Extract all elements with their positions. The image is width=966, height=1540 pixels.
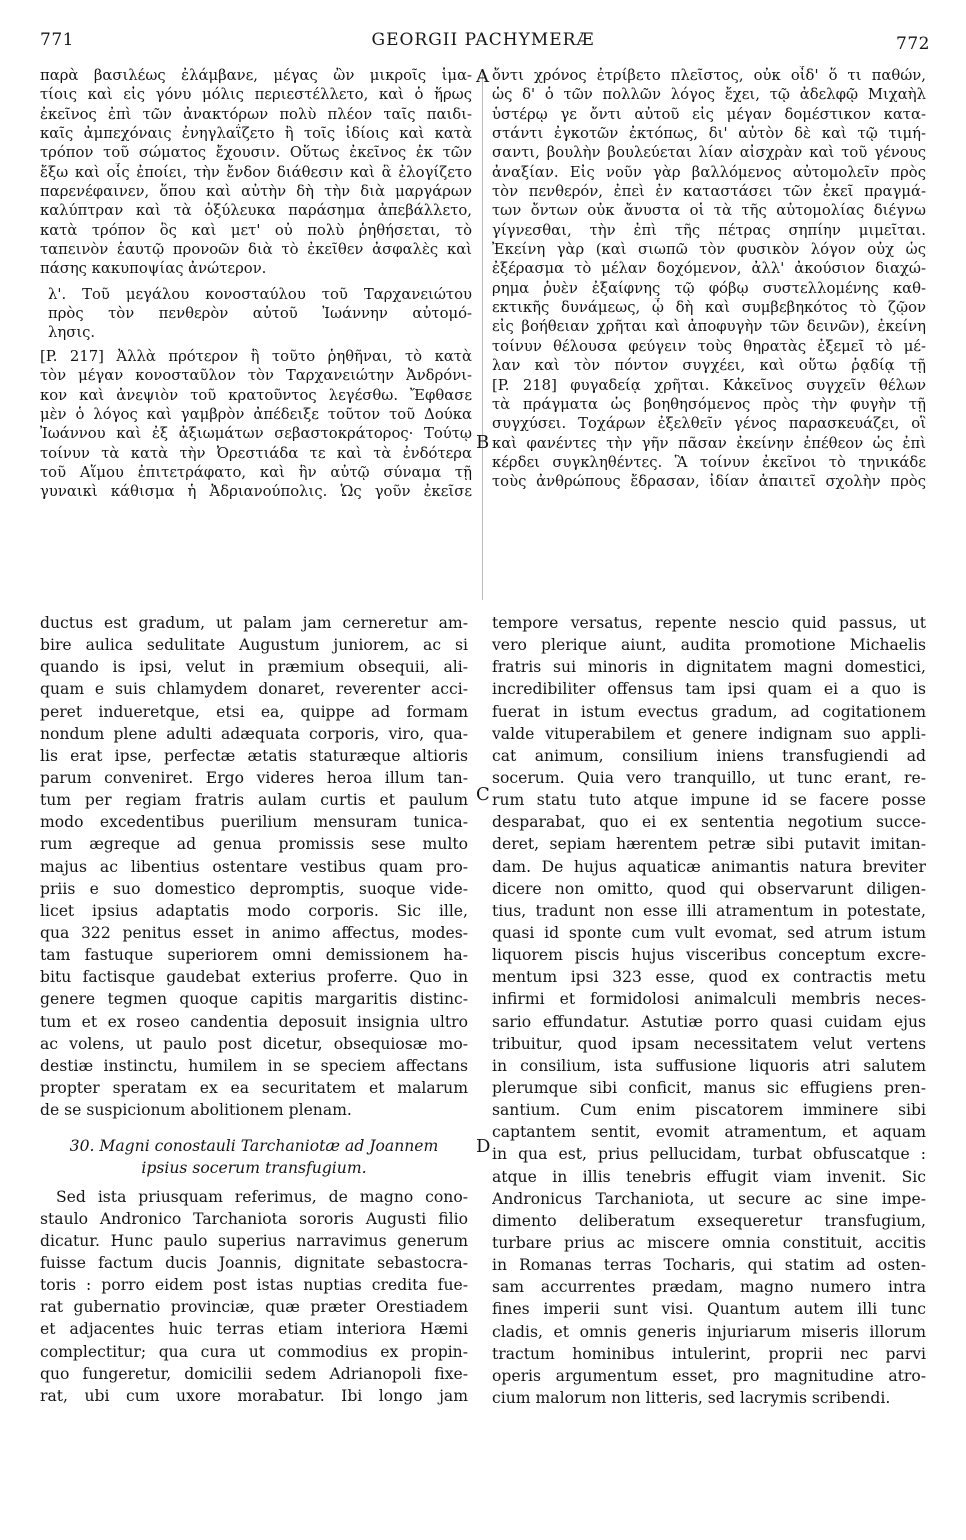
- margin-letter-b: B: [476, 432, 490, 453]
- latin-line: parum conveniret. Ergo videres heroa illum tan-: [40, 768, 468, 787]
- latin-line: deret, sepiam hærentem petræ sibi putavit imitan-: [492, 835, 926, 854]
- margin-letter-c: C: [476, 784, 490, 805]
- latin-heading-line: 30. Magni conostauli Tarchaniotæ ad Joannem: [69, 1137, 439, 1156]
- latin-line: fuisse factum ducis Joannis, dignitate sebastocra-: [40, 1253, 468, 1272]
- latin-line: rat gubernatio provinciæ, quæ præter Orestiadem: [40, 1298, 468, 1317]
- greek-line: ὄντι χρόνος ἐτρίβετο πλεῖστος, οὐκ οἶδ' ὅ τι παθών,: [492, 67, 926, 84]
- greek-line: καὶ φανέντες τὴν γῆν πᾶσαν ἐκείνην ἐπέθεον ὡς ἐπὶ: [492, 434, 926, 452]
- greek-line: [P. 218] φυγαδείᾳ χρῆται. Κἀκεῖνος συγχεῖν θέλων: [492, 376, 926, 394]
- greek-line: καῖς ἀμπεχόναις ἐνηγλαΐζετο ἢ τοῖς ἰδίοις καὶ κατὰ: [40, 125, 472, 143]
- margin-letter-a: A: [476, 66, 489, 87]
- greek-line: ταπεινὸν ἑαυτῷ προνοῶν διὰ τὸ ἐκεῖθεν ἀσφαλὲς καὶ: [40, 241, 472, 259]
- latin-line: in Romanas terras Tocharis, qui statim ad osten-: [492, 1256, 926, 1275]
- latin-line: priis e suo domestico depromptis, suoque vide-: [40, 879, 468, 898]
- latin-column-left: [40, 612, 468, 1407]
- latin-line: tius, tradunt non esse illi atramentum in potestate,: [492, 901, 926, 920]
- latin-line: bire aulica sedulitate Augustum juniorem, ac si: [40, 636, 468, 655]
- greek-line: πάσης κακυποψίας ἀνώτερον.: [40, 260, 267, 278]
- latin-line: infirmi et formidolosi animalculi membris neces-: [492, 990, 926, 1009]
- latin-line: fines imperii sunt visi. Quantum autem illi tunc: [492, 1300, 926, 1319]
- latin-line: rat, ubi cum uxore morabatur. Ibi longo jam: [40, 1386, 468, 1405]
- running-title: GEORGII PACHYMERÆ: [371, 30, 595, 50]
- greek-line: κέρδει συγκληθέντες. Ἃ τοίνυν ἐκεῖνοι τὸ τηνικάδε: [492, 453, 926, 471]
- latin-line: de se suspicionum abolitionem plenam.: [40, 1101, 352, 1120]
- greek-line: τὸν πενθερόν, ἐπεὶ ἐν καταστάσει τῶν ἐκεῖ πραγμά-: [492, 183, 926, 201]
- greek-line: ἀναξίαν. Εἰς νοῦν γὰρ βαλλόμενος αὐτομολεῖν πρὸς: [492, 163, 926, 181]
- latin-line: turbare prius ac miscere omnia constituit, accitis: [492, 1233, 926, 1252]
- latin-line: sam accurrentes prædam, magno numero intra: [492, 1278, 926, 1297]
- latin-line: captantem sentit, evomit atramentum, et aquam: [492, 1123, 926, 1142]
- latin-line: Andronicus Tarchaniota, ut secure ac sine impe-: [492, 1189, 926, 1208]
- latin-line: rum ægreque ad genua promissis sese multo: [40, 835, 468, 854]
- latin-line: tum per regiam fratris aulam curtis et paulum: [40, 791, 468, 810]
- latin-line: bitu factisque gaudebat exterius proferre. Quo in: [40, 968, 468, 987]
- greek-line: Ἰωάννου καὶ ἐξ ἀξιωμάτων σεβαστοκράτορος· Τούτῳ: [40, 425, 472, 443]
- greek-line: γίγνεσθαι, τὴν ἐπὶ τῆς πέτρας σηπίην μιμεῖται.: [492, 221, 926, 239]
- latin-line: operis argumentum esset, pro magnitudine atro-: [492, 1366, 926, 1385]
- latin-line: majus ac libentius ostentare vestibus quam pro-: [40, 857, 468, 876]
- latin-line: tractum hominibus intulerint, proprii nec parvi: [492, 1344, 926, 1363]
- latin-line: modo excedentibus puerilium mensuram tunica-: [40, 813, 468, 832]
- greek-line: ὡς δ' ὁ τῶν πολλῶν λόγος ἔχει, τῷ ἀδελφῷ Μιχαὴλ: [492, 86, 926, 104]
- latin-line: desparabat, quo ei ex sententia negotium succe-: [492, 813, 926, 832]
- latin-line: ac volens, ut paulo post dicetur, obsequiosæ mo-: [40, 1034, 468, 1053]
- greek-line: εἰς βοήθειαν χρῆται καὶ ἀποφυγὴν τῶν δεινῶν), ἐκείνη: [492, 318, 926, 336]
- greek-heading-line: λησις.: [48, 324, 96, 342]
- latin-line: fuerat in istum evectus gradum, ad cogitationem: [492, 702, 926, 721]
- latin-line: fratris sui minoris in dignitatem magni domestici,: [492, 658, 926, 677]
- latin-line: staulo Andronico Tarchaniota sororis Augusti filio: [40, 1209, 468, 1228]
- latin-line: quando is ipsi, velut in præmium obsequii, ali-: [40, 658, 468, 677]
- latin-heading-line: ipsius socerum transfugium.: [141, 1159, 367, 1178]
- greek-line: ἔξω καὶ οἷς ἐποίει, τὴν ἔνδον διάθεσιν καὶ ἃ ἐλογίζετο: [40, 163, 472, 181]
- latin-line: liquorem piscis hujus visceribus conceptum excre-: [492, 946, 926, 965]
- latin-line: complectitur; qua cura ut commodius ex propin-: [40, 1342, 468, 1361]
- greek-line: σαντι, βουλὴν βουλεύεται λίαν αἰσχρὰν καὶ τοῦ γένους: [492, 144, 926, 162]
- greek-line: τίοις καὶ εἰς γόνυ μόλις περιεστέλλετο, καὶ ὁ ἥρως: [40, 86, 472, 104]
- latin-line: santium. Cum enim piscatorem imminere sibi: [492, 1101, 926, 1120]
- latin-line: Sed ista priusquam referimus, de magno cono-: [56, 1187, 468, 1206]
- greek-line: ἐξέρασμα τὸ μέλαν δοχόμενον, ἀλλ' ἀκούσιον διαχώ-: [492, 260, 926, 278]
- latin-line: et adjacentes huic terras etiam interiora Hæmi: [40, 1320, 468, 1339]
- latin-line: sario effundatur. Astutiæ porro quasi cuidam ejus: [492, 1012, 926, 1031]
- greek-line: ἐκεῖνος ἐπὶ τῶν ἀνακτόρων πολὺ πλέον ταῖς παιδι-: [40, 105, 472, 123]
- page-number-left: 771: [40, 30, 74, 50]
- greek-line: κον καὶ ἀνεψιὸν τοῦ κρατοῦντος λεγέσθω. Ἔφθασε: [40, 386, 472, 404]
- greek-line: παρὰ βασιλέως ἐλάμβανε, μέγας ὢν μικροῖς ἱμα-: [40, 67, 472, 84]
- latin-line: tempore versatus, repente nescio quid passus, ut: [492, 614, 926, 632]
- latin-line: socerum. Quia vero tranquillo, ut tunc erant, re-: [492, 768, 926, 787]
- greek-line: μὲν ὁ λόγος καὶ γαμβρὸν ἀπέδειξε τοῦτον τοῦ Δούκα: [40, 405, 472, 423]
- latin-line: vero plerique aiunt, audita promotione Michaelis: [492, 636, 926, 655]
- greek-line: τὸν μέγαν κονοσταῦλον τὸν Ταρχανειώτην Ἀνδρόνι-: [40, 367, 472, 385]
- latin-column-right: [492, 612, 926, 1409]
- latin-line: dimento deliberatum exsequeretur transfugium,: [492, 1211, 926, 1230]
- latin-line: mentum ipsi 323 esse, quod ex contractis metu: [492, 968, 926, 987]
- greek-line: τοίνυν θέλουσα φεύγειν τοὺς θηρατὰς ἐξεμεῖ τὸ μέ-: [492, 337, 926, 355]
- latin-line: valde vituperabilem et genere indignam suo appli-: [492, 724, 926, 743]
- greek-line: [P. 217] Ἀλλὰ πρότερον ἢ τοῦτο ῥηθῆναι, τὸ κατὰ: [40, 347, 472, 365]
- latin-line: dicere non omitto, quod qui observarunt diligen-: [492, 879, 926, 898]
- latin-line: quo fungeretur, domicilii sedem Adrianopoli fixe-: [40, 1364, 468, 1383]
- greek-column-right: [492, 66, 926, 492]
- greek-line: Ἐκείνη γὰρ (καὶ σιωπῶ τὸν φυσικὸν λόγον οὐχ ὡς: [492, 241, 926, 259]
- greek-line: ὑστέρῳ γε ὄντι αὐτοῦ εἰς μέγαν δομέστικον κατα-: [492, 105, 926, 123]
- greek-line: παρενέφαινεν, ὅπου καὶ αὐτὴν δὴ τὴν διὰ μαργάρων: [40, 183, 472, 201]
- greek-line: εκτικῆς δυνάμεως, ᾧ δὴ καὶ συμβεβηκότος τὸ ζῷον: [492, 299, 926, 317]
- greek-line: τοίνυν τὰ κατὰ τὴν Ὀρεστιάδα τε καὶ τὰ ἐνδότερα: [40, 444, 472, 462]
- latin-line: propter speratam ex ea securitatem et malarum: [40, 1078, 468, 1097]
- latin-line: licet ipsius adaptatis modo corporis. Sic ille,: [40, 901, 468, 920]
- latin-line: nondum plene adulti adæquata corporis, viro, qua-: [40, 724, 468, 743]
- greek-line: των ὄντων οὐκ ἄνυστα οἱ τὰ τῆς αὐτομολίας διέγνω: [492, 202, 926, 220]
- latin-line: quam e suis chlamydem donaret, reverenter acci-: [40, 680, 468, 699]
- latin-line: cat animum, consilium iniens transfugiendi ad: [492, 746, 926, 765]
- latin-line: plerumque sibi conficit, manus sic effugiens pren-: [492, 1078, 926, 1097]
- page-number-right: 772: [896, 34, 930, 54]
- latin-line: genere tegmen quoque capitis margaritis distinc-: [40, 990, 468, 1009]
- greek-line: γυναικὶ κάθισμα ἡ Ἀδριανούπολις. Ὡς γοῦν ἐκεῖσε: [40, 483, 472, 501]
- greek-line: τρόπον τοῦ σώματος ἔχουσιν. Οὕτως ἐκεῖνος ἐκ τῶν: [40, 144, 472, 162]
- latin-line: tribuitur, quod ipsam necessitatem velut vertens: [492, 1034, 926, 1053]
- greek-line: κατὰ τρόπον ὃς καὶ μετ' οὐ πολὺ ῥηθήσεται, τὸ: [40, 221, 472, 239]
- latin-line: ductus est gradum, ut palam jam cerneretur am-: [40, 614, 468, 632]
- latin-line: atque in illis tenebris effugit viam invenit. Sic: [492, 1167, 926, 1186]
- greek-heading-line: λ'. Τοῦ μεγάλου κονοσταύλου τοῦ Ταρχανειώτου: [48, 285, 472, 303]
- latin-line: tam fastuque superiorem omni demissionem ha-: [40, 946, 468, 965]
- column-divider-greek: [482, 70, 483, 600]
- greek-line: στάντι ἐγκοτῶν ἐκτόπως, δι' αὐτὸν δὲ καὶ τῷ τιμή-: [492, 125, 926, 143]
- latin-line: destiæ instinctu, humilem in se speciem affectans: [40, 1056, 468, 1075]
- greek-line: λαν καὶ τὸν πόντον συγχέει, καὶ οὕτω ῥᾳδίᾳ τῇ: [492, 357, 926, 375]
- latin-line: dicatur. Hunc paulo superius narravimus generum: [40, 1231, 468, 1250]
- latin-line: dam. De hujus aquaticæ animantis natura breviter: [492, 857, 926, 876]
- latin-line: quasi id sponte cum vult evomat, sed atrum istum: [492, 923, 926, 942]
- greek-line: ρημα ῥυὲν ἐξαίφνης τῷ φόβῳ συστελλομένης καθ-: [492, 279, 926, 297]
- latin-line: in consilium, ista suffusione liquoris atri salutem: [492, 1056, 926, 1075]
- greek-line: τὰ πράγματα ὡς βοηθησόμενος πρὸς τὴν φυγὴν τῇ: [492, 395, 926, 413]
- greek-line: τοὺς ἀνθρώπους ἔδρασαν, ἰδίαν ἀπαιτεῖ σχολὴν πρὸς: [492, 473, 926, 491]
- latin-line: cladis, et omnis generis injuriarum miseris illorum: [492, 1322, 926, 1341]
- page-header: [0, 0, 966, 60]
- greek-line: τοῦ Αἵμου ἐπιτετράφατο, καὶ ἣν αὐτῷ σύναμα τῇ: [40, 463, 472, 481]
- latin-line: tum et ex roseo candentia deposuit insignia ultro: [40, 1012, 468, 1031]
- margin-letter-d: D: [476, 1136, 491, 1157]
- latin-line: incredibiliter offensus tam ipsi quam ei a quo is: [492, 680, 926, 699]
- latin-line: toris : porro eidem post istas nuptias credita fue-: [40, 1276, 468, 1295]
- latin-line: lis erat ipse, perfectæ ætatis staturæque altioris: [40, 746, 468, 765]
- latin-line: in qua est, prius pellucidam, turbat obfuscatque :: [492, 1145, 926, 1164]
- latin-line: cium malorum non litteris, sed lacrymis scribendi.: [492, 1388, 891, 1407]
- latin-line: peret indueretque, etsi ea, quippe ad formam: [40, 702, 468, 721]
- greek-column-left: [40, 66, 472, 502]
- latin-line: rum statu tuto atque impune id se facere posse: [492, 791, 926, 810]
- greek-line: συγχύσει. Τοχάρων ἐξελθεῖν γένος παρασκευάζει, οἳ: [492, 415, 926, 433]
- greek-line: καλύπτραν καὶ τὰ ὀξύλευκα παράσημα ἀπεβάλλετο,: [40, 202, 472, 220]
- greek-heading-line: πρὸς τὸν πενθερὸν αὐτοῦ Ἰωάννην αὐτομό-: [48, 305, 472, 323]
- latin-line: qua 322 penitus esset in animo affectus, modes-: [40, 923, 468, 942]
